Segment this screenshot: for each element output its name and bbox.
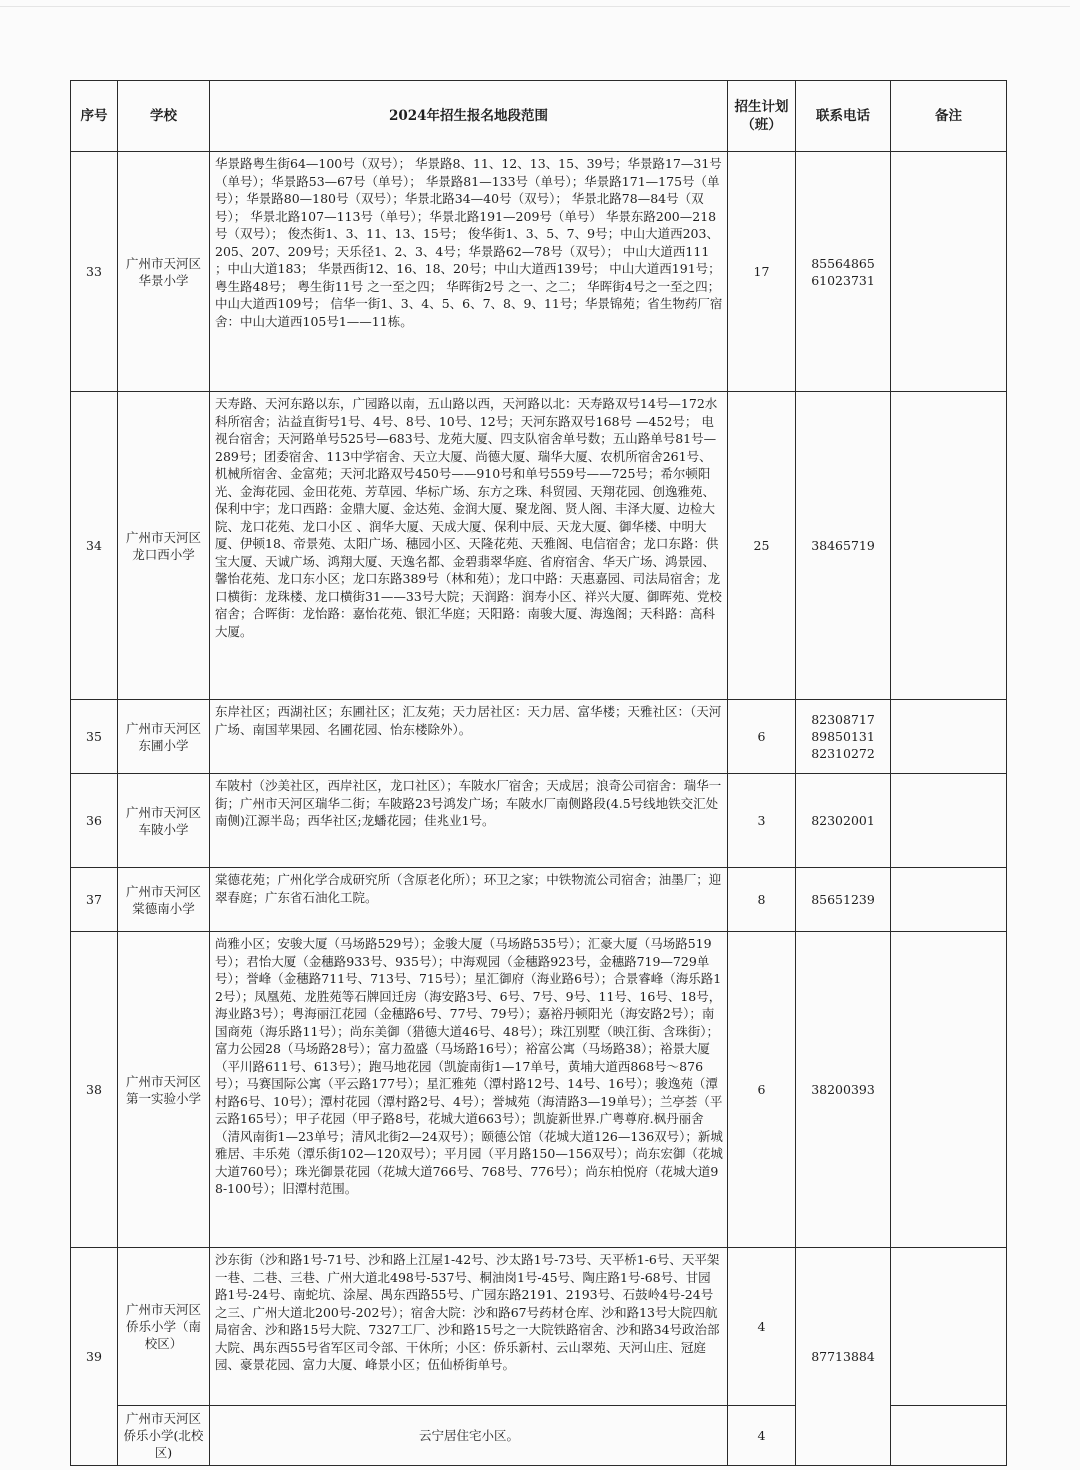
row-school: 广州市天河区车陂小学: [118, 774, 210, 868]
row-phone: [796, 774, 891, 868]
row-school: 广州市天河区龙口西小学: [118, 392, 210, 700]
row-plan: 25: [728, 392, 796, 700]
header-phone: 联系电话: [796, 81, 891, 152]
row-area: 沙东街（沙和路1号-71号、沙和路上江屋1-42号、沙太路1号-73号、天平桥1-6号、天平架一巷、二巷、三巷、广州大道北498号-537号、桐油岗1号-45号、陶庄路1号-68号、甘园路1号-24号、南蛇坑、涂屋、禺东西路55号、广园东路2191、2193号、石鼓岭4号-24号之三、广州大道北200号-202号）；宿舍大院：沙和路67号药材仓库、沙和路13号大院四航局宿舍、沙和路15号大院、7327工厂、沙和路15号之一大院铁路宿舍、沙和路34号政治部大院、禺东西55号省军区司令部、干休所；小区：侨乐新村、云山翠苑、天河山庄、冠庭园、豪景花园、富力大厦、峰景小区；伍仙桥街单号。: [210, 1248, 728, 1406]
header-school: 学校: [118, 81, 210, 152]
row-area: 尚雅小区；安骏大厦（马场路529号）；金骏大厦（马场路535号）；汇豪大厦（马场路519号）；君怡大厦（金穗路933号、935号）；中海观园（金穗路923号，金穗路719—729单号）；誉峰（金穗路711号、713号、715号）；星汇御府（海业路6号）；合景睿峰（海乐路12号）；凤凰苑、龙胜苑等石牌回迁房（海安路3号、6号、7号、9号、11号、16号、18号，海业路3号）；粤海丽江花园（金穗路6号、77号、79号）；嘉裕丹顿阳光（海安路2号）；南国商苑（海乐路11号）；尚东美御（猎德大道46号、48号）；珠江别墅（映江街、含珠街）；富力公园28（马场路28号）；富力盈盛（马场路16号）；裕富公寓（马场路38）；裕景大厦（平川路611号、613号）；跑马地花园（凯旋南街1—17单号，黄埔大道西868号～876号）；马赛国际公寓（平云路177号）；星汇雅苑（潭村路12号、14号、16号）；骏逸苑（潭村路6号、10号）；潭村花园（潭村路2号、4号）；誉城苑（海清路3—19单号）；兰亭荟（平云路165号）；甲子花园（甲子路8号，花城大道663号）；凯旋新世界.广粤尊府.枫丹丽舍（清风南街1—23单号；清风北街2—24双号）；颐德公馆（花城大道126—136双号）；新城雅居、丰乐苑（潭乐街102—120双号）；平月园（平月路150—156双号）；尚东宏御（花城大道760号）；珠光御景花园（花城大道766号、768号、776号）；尚东柏悦府（花城大道98-100号）；旧潭村范围。: [210, 932, 728, 1248]
table-row: [71, 152, 1007, 392]
row-remark: [891, 774, 1007, 868]
row-remark: [891, 932, 1007, 1248]
row-phone: [796, 700, 891, 774]
row-school: 广州市天河区棠德南小学: [118, 868, 210, 932]
row-school: 广州市天河区侨乐小学(北校区): [118, 1406, 210, 1466]
phone-number: 85564865: [811, 255, 875, 271]
row-index: 37: [71, 868, 118, 932]
row-index: 34: [71, 392, 118, 700]
row-school: 广州市天河区第一实验小学: [118, 932, 210, 1248]
table-row: [71, 774, 1007, 868]
row-index: 39: [71, 1248, 118, 1466]
row-remark: [891, 392, 1007, 700]
row-plan: 6: [728, 700, 796, 774]
row-index: 33: [71, 152, 118, 392]
row-area: 华景路粤生街64—100号（双号）； 华景路8、11、12、13、15、39号；华景路17—31号（单号）；华景路53—67号（单号）； 华景路81—133号（单号）；华景路171—175号（单号）；华景路80—180号（双号）；华景北路34—40号（双号）； 华景北路78—84号（双号）； 华景北路107—113号（单号）；华景北路191—209号（单号） 华景东路200—218号（双号）； 俊杰街1、3、11、13、15号； 俊华街1、3、5、7、9号；中山大道西203、205、207、209号；天乐径1、2、3、4号；华景路62—78号（双号）； 中山大道西111 ；中山大道183； 华景西街12、16、18、20号；中山大道西139号； 中山大道西191号；粤生路48号； 粤生街11号 之一至之四； 华晖街2号 之一、之二； 华晖街4号之一至之四； 中山大道西109号； 信华一街1、3、4、5、6、7、8、9、11号；华景锦苑；省生物药厂宿舍：中山大道西105号1——11栋。: [210, 152, 728, 392]
phone-number: 38465719: [811, 538, 875, 553]
row-area: 车陂村（沙美社区，西岸社区，龙口社区）；车陂水厂宿舍；天成居；浪奇公司宿舍：瑞华一街；广州市天河区瑞华二街；车陂路23号鸿发广场；车陂水厂南侧路段(4.5号线地铁交汇处南侧)江源半岛；西华社区;龙蟠花园；佳兆业1号。: [210, 774, 728, 868]
table-header-row: [71, 81, 1007, 152]
row-area: 云宁居住宅小区。: [210, 1406, 728, 1466]
row-plan: 3: [728, 774, 796, 868]
row-area: 天寿路、天河东路以东，广园路以南，五山路以西，天河路以北：天寿路双号14号—172水科所宿舍；沾益直街号1号、4号、8号、10号、12号；天河东路双号168号 —452号； 电视台宿舍；天河路单号525号—683号、龙苑大厦、四支队宿舍单号数；五山路单号81号—289号；团委宿舍、113中学宿舍、天立大厦、尚德大厦、瑞华大厦、农机所宿舍261号、机械所宿舍、金富苑；天河北路双号450号——910号和单号559号——725号；希尔顿阳光、金海花园、金田花苑、芳草园、华标广场、东方之珠、科贸园、天翔花园、创逸雅苑、保利中宇；龙口西路：金鼎大厦、金达苑、金润大厦、聚龙阁、贤人阁、丰泽大厦、边检大院、龙口花苑、龙口小区 、润华大厦、天成大厦、保利中辰、天龙大厦、御华楼、中明大厦、伊顿18、帝景苑、太阳广场、穗园小区、天隆花苑、天雅阁、电信宿舍；龙口东路：供宝大厦、天诚广场、鸿翔大厦、天逸名都、金碧翡翠华庭、省府宿舍、华天广场、鸿景园、馨怡花苑、龙口东小区；龙口东路389号（林和苑）；龙口中路：天惠嘉园、司法局宿舍；龙口横街：龙珠楼、龙口横街31——33号大院；天润路：润寿小区、祥兴大厦、御晖苑、党校宿舍；合晖街：龙怡路：嘉怡花苑、银汇华庭；天阳路：南骏大厦、海逸阁；天科路：高科大厦。: [210, 392, 728, 700]
enrollment-table: [70, 80, 1007, 1466]
row-remark: [891, 700, 1007, 774]
table-row: [71, 932, 1007, 1248]
row-plan: 4: [728, 1406, 796, 1466]
row-index: 38: [71, 932, 118, 1248]
row-plan: 8: [728, 868, 796, 932]
row-school: 广州市天河区华景小学: [118, 152, 210, 392]
phone-number: 82308717: [811, 712, 875, 727]
row-phone: [796, 1248, 891, 1466]
phone-number: 85651239: [811, 892, 875, 907]
row-remark: [891, 152, 1007, 392]
row-phone: [796, 392, 891, 700]
row-school: 广州市天河区侨乐小学（南校区）: [118, 1248, 210, 1406]
row-school: 广州市天河区东圃小学: [118, 700, 210, 774]
row-remark: [891, 1248, 1007, 1406]
row-plan: 17: [728, 152, 796, 392]
row-phone: [796, 932, 891, 1248]
row-plan: 6: [728, 932, 796, 1248]
table-row: [71, 868, 1007, 932]
phone-number: 82310272: [811, 746, 875, 761]
row-remark: [891, 868, 1007, 932]
header-index: 序号: [71, 81, 118, 152]
header-area: 2024年招生报名地段范围: [210, 81, 728, 152]
row-phone: [796, 868, 891, 932]
phone-number: 89850131: [811, 729, 875, 744]
row-index: 36: [71, 774, 118, 868]
header-plan: 招生计划（班）: [728, 81, 796, 152]
phone-number: 61023731: [811, 272, 875, 288]
phone-number: 82302001: [811, 813, 875, 828]
page-top-divider: [0, 6, 1070, 7]
row-area: 棠德花苑；广州化学合成研究所（含原老化所）；环卫之家；中铁物流公司宿舍；油墨厂；迎翠春庭；广东省石油化工院。: [210, 868, 728, 932]
row-phone: [796, 152, 891, 392]
phone-number: 87713884: [811, 1349, 875, 1364]
table-row: [71, 700, 1007, 774]
row-index: 35: [71, 700, 118, 774]
table-row: [71, 392, 1007, 700]
table-row: [71, 1248, 1007, 1406]
header-remark: 备注: [891, 81, 1007, 152]
row-plan: 4: [728, 1248, 796, 1406]
row-area: 东岸社区；西湖社区；东圃社区；汇友苑；天力居社区：天力居、富华楼；天雅社区：（天河广场、南国苹果园、名圃花园、怡东楼除外）。: [210, 700, 728, 774]
phone-number: 38200393: [811, 1082, 875, 1097]
row-remark: [891, 1406, 1007, 1466]
